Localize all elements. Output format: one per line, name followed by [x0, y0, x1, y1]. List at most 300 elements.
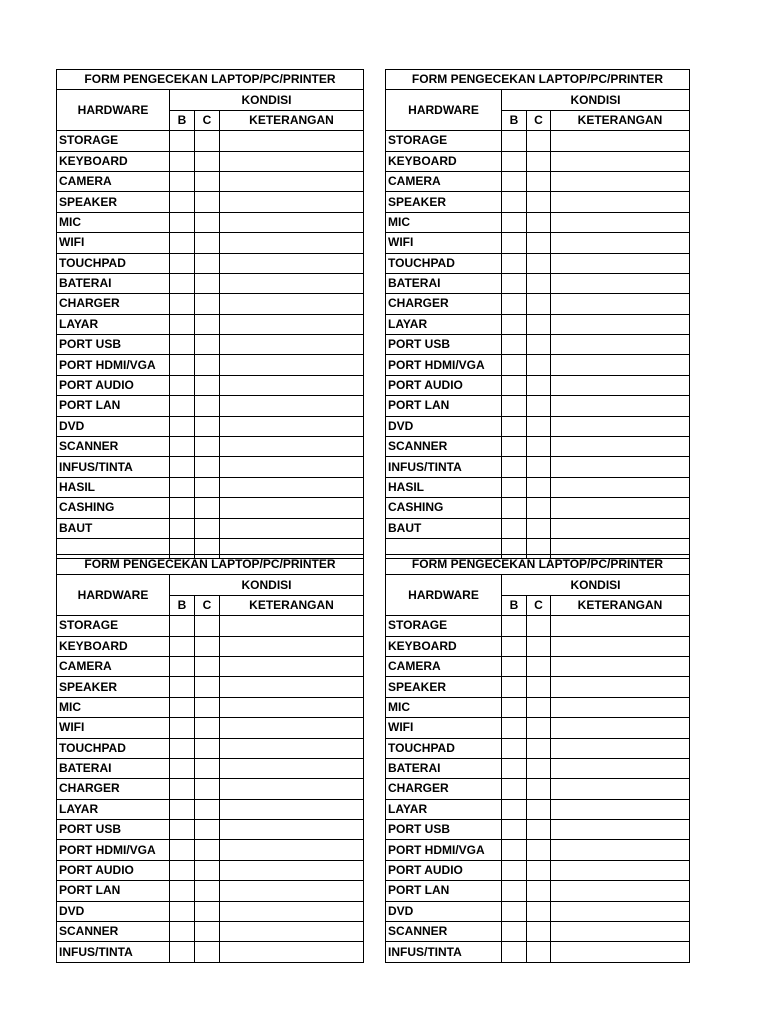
hardware-item-label: PORT AUDIO — [57, 375, 170, 395]
condition-c-cell[interactable] — [195, 901, 220, 921]
hardware-item-label: CASHING — [57, 498, 170, 518]
condition-c-cell[interactable] — [527, 636, 551, 656]
keterangan-cell[interactable] — [220, 416, 364, 436]
condition-b-cell[interactable] — [170, 273, 195, 293]
keterangan-cell[interactable] — [551, 355, 690, 375]
form-body — [386, 555, 690, 963]
condition-c-cell[interactable] — [527, 840, 551, 860]
keterangan-cell[interactable] — [220, 314, 364, 334]
hardware-item-label: SCANNER — [386, 437, 502, 457]
hardware-row — [386, 881, 690, 901]
condition-c-cell[interactable] — [195, 396, 220, 416]
hardware-item-label: PORT LAN — [386, 396, 502, 416]
hardware-item-label: HASIL — [57, 477, 170, 497]
condition-c-cell[interactable] — [527, 656, 551, 676]
condition-b-cell[interactable] — [170, 779, 195, 799]
hardware-row — [57, 151, 364, 171]
condition-c-cell[interactable] — [527, 677, 551, 697]
condition-c-cell[interactable] — [195, 758, 220, 778]
form-title: FORM PENGECEKAN LAPTOP/PC/PRINTER — [57, 70, 364, 90]
condition-c-cell[interactable] — [195, 253, 220, 273]
hardware-row — [57, 697, 364, 717]
keterangan-cell[interactable] — [220, 840, 364, 860]
condition-b-cell[interactable] — [170, 151, 195, 171]
hardware-item-label: PORT AUDIO — [57, 860, 170, 880]
hardware-item-label: SCANNER — [57, 437, 170, 457]
condition-b-cell[interactable] — [502, 273, 527, 293]
keterangan-cell[interactable] — [220, 718, 364, 738]
keterangan-cell[interactable] — [220, 799, 364, 819]
keterangan-cell[interactable] — [551, 942, 690, 962]
condition-c-cell[interactable] — [527, 253, 551, 273]
keterangan-cell[interactable] — [220, 922, 364, 942]
condition-c-cell[interactable] — [527, 922, 551, 942]
hardware-item-label: INFUS/TINTA — [386, 942, 502, 962]
hardware-row — [386, 457, 690, 477]
condition-b-cell[interactable] — [170, 656, 195, 676]
keterangan-cell[interactable] — [220, 820, 364, 840]
hardware-item-label: CASHING — [386, 498, 502, 518]
condition-c-cell[interactable] — [527, 131, 551, 151]
hardware-row — [57, 477, 364, 497]
condition-b-cell[interactable] — [170, 840, 195, 860]
keterangan-cell[interactable] — [551, 860, 690, 880]
kondisi-header: KONDISI — [170, 575, 364, 595]
keterangan-cell[interactable] — [551, 616, 690, 636]
condition-c-cell[interactable] — [195, 416, 220, 436]
keterangan-cell[interactable] — [220, 192, 364, 212]
condition-c-cell[interactable] — [195, 860, 220, 880]
hardware-item-label: KEYBOARD — [57, 636, 170, 656]
condition-b-cell[interactable] — [502, 656, 527, 676]
condition-c-cell[interactable] — [527, 799, 551, 819]
keterangan-cell[interactable] — [551, 718, 690, 738]
hardware-item-label: LAYAR — [386, 314, 502, 334]
condition-c-cell[interactable] — [527, 192, 551, 212]
condition-b-cell[interactable] — [502, 233, 527, 253]
hardware-row — [386, 718, 690, 738]
condition-b-cell[interactable] — [502, 314, 527, 334]
condition-c-cell[interactable] — [527, 416, 551, 436]
condition-b-cell[interactable] — [502, 253, 527, 273]
condition-c-cell[interactable] — [195, 212, 220, 232]
keterangan-cell[interactable] — [220, 881, 364, 901]
keterangan-cell[interactable] — [220, 779, 364, 799]
hardware-item-label: PORT HDMI/VGA — [57, 840, 170, 860]
condition-b-cell[interactable] — [502, 335, 527, 355]
keterangan-cell[interactable] — [551, 273, 690, 293]
condition-b-cell[interactable] — [502, 779, 527, 799]
keterangan-cell[interactable] — [220, 253, 364, 273]
condition-b-cell[interactable] — [502, 799, 527, 819]
hardware-row — [386, 901, 690, 921]
keterangan-cell[interactable] — [551, 233, 690, 253]
hardware-item-label: PORT USB — [386, 820, 502, 840]
condition-c-cell[interactable] — [195, 335, 220, 355]
condition-c-cell[interactable] — [527, 233, 551, 253]
keterangan-cell[interactable] — [220, 171, 364, 191]
keterangan-cell[interactable] — [551, 738, 690, 758]
hardware-item-label: PORT USB — [57, 820, 170, 840]
hardware-item-label: PORT USB — [386, 335, 502, 355]
condition-c-cell[interactable] — [527, 273, 551, 293]
condition-b-cell[interactable] — [170, 697, 195, 717]
condition-b-cell[interactable] — [170, 616, 195, 636]
hardware-row — [57, 416, 364, 436]
condition-b-cell[interactable] — [170, 498, 195, 518]
hardware-row — [57, 922, 364, 942]
checklist-form-1 — [56, 69, 364, 559]
hardware-item-label: PORT HDMI/VGA — [386, 355, 502, 375]
condition-b-cell[interactable] — [170, 881, 195, 901]
condition-c-cell[interactable] — [195, 131, 220, 151]
condition-c-cell[interactable] — [195, 942, 220, 962]
hardware-item-label: HASIL — [386, 477, 502, 497]
condition-b-cell[interactable] — [502, 416, 527, 436]
condition-b-cell[interactable] — [170, 738, 195, 758]
keterangan-cell[interactable] — [220, 677, 364, 697]
keterangan-cell[interactable] — [551, 253, 690, 273]
keterangan-cell[interactable] — [551, 636, 690, 656]
hardware-item-label: LAYAR — [57, 799, 170, 819]
condition-b-cell[interactable] — [170, 901, 195, 921]
keterangan-cell[interactable] — [551, 457, 690, 477]
keterangan-cell[interactable] — [551, 779, 690, 799]
hardware-item-label: TOUCHPAD — [386, 253, 502, 273]
condition-c-cell[interactable] — [195, 171, 220, 191]
keterangan-cell[interactable] — [551, 396, 690, 416]
condition-c-cell[interactable] — [195, 294, 220, 314]
condition-b-cell[interactable] — [502, 498, 527, 518]
hardware-row — [386, 355, 690, 375]
hardware-item-label: DVD — [57, 416, 170, 436]
condition-c-cell[interactable] — [527, 477, 551, 497]
keterangan-cell[interactable] — [551, 840, 690, 860]
condition-c-cell[interactable] — [195, 656, 220, 676]
condition-b-cell[interactable] — [170, 820, 195, 840]
condition-b-cell[interactable] — [502, 171, 527, 191]
keterangan-cell[interactable] — [220, 901, 364, 921]
keterangan-cell[interactable] — [551, 477, 690, 497]
keterangan-cell[interactable] — [220, 457, 364, 477]
condition-b-cell[interactable] — [170, 131, 195, 151]
keterangan-cell[interactable] — [220, 212, 364, 232]
col-keterangan-header: KETERANGAN — [551, 595, 690, 615]
condition-c-cell[interactable] — [195, 314, 220, 334]
condition-b-cell[interactable] — [502, 820, 527, 840]
keterangan-cell[interactable] — [220, 498, 364, 518]
condition-c-cell[interactable] — [195, 922, 220, 942]
condition-c-cell[interactable] — [195, 779, 220, 799]
condition-c-cell[interactable] — [527, 314, 551, 334]
hardware-item-label: SCANNER — [57, 922, 170, 942]
condition-b-cell[interactable] — [170, 314, 195, 334]
condition-c-cell[interactable] — [195, 738, 220, 758]
condition-c-cell[interactable] — [195, 616, 220, 636]
condition-b-cell[interactable] — [502, 151, 527, 171]
keterangan-cell[interactable] — [220, 860, 364, 880]
keterangan-cell[interactable] — [551, 294, 690, 314]
condition-c-cell[interactable] — [527, 718, 551, 738]
keterangan-cell[interactable] — [220, 294, 364, 314]
keterangan-cell[interactable] — [551, 820, 690, 840]
hardware-row — [386, 758, 690, 778]
keterangan-cell[interactable] — [551, 437, 690, 457]
hardware-item-label: CHARGER — [57, 294, 170, 314]
keterangan-cell[interactable] — [551, 922, 690, 942]
col-b-header: B — [502, 110, 527, 130]
hardware-row — [57, 738, 364, 758]
hardware-item-label: SPEAKER — [57, 192, 170, 212]
hardware-item-label: CAMERA — [57, 656, 170, 676]
condition-c-cell[interactable] — [527, 860, 551, 880]
condition-c-cell[interactable] — [527, 457, 551, 477]
condition-b-cell[interactable] — [502, 840, 527, 860]
hardware-item-label: STORAGE — [57, 616, 170, 636]
hardware-row — [57, 396, 364, 416]
condition-b-cell[interactable] — [502, 457, 527, 477]
condition-b-cell[interactable] — [502, 738, 527, 758]
keterangan-cell[interactable] — [220, 616, 364, 636]
condition-b-cell[interactable] — [502, 718, 527, 738]
keterangan-cell[interactable] — [551, 518, 690, 538]
condition-b-cell[interactable] — [170, 171, 195, 191]
condition-b-cell[interactable] — [502, 677, 527, 697]
condition-c-cell[interactable] — [195, 799, 220, 819]
condition-b-cell[interactable] — [170, 192, 195, 212]
hardware-row — [57, 860, 364, 880]
condition-b-cell[interactable] — [502, 616, 527, 636]
condition-c-cell[interactable] — [195, 636, 220, 656]
condition-b-cell[interactable] — [502, 375, 527, 395]
keterangan-cell[interactable] — [551, 131, 690, 151]
hardware-row — [386, 799, 690, 819]
hardware-item-label: PORT HDMI/VGA — [386, 840, 502, 860]
condition-c-cell[interactable] — [195, 375, 220, 395]
condition-c-cell[interactable] — [527, 901, 551, 921]
condition-b-cell[interactable] — [502, 355, 527, 375]
hardware-row — [57, 375, 364, 395]
keterangan-cell[interactable] — [220, 151, 364, 171]
hardware-row — [386, 518, 690, 538]
condition-b-cell[interactable] — [502, 192, 527, 212]
condition-b-cell[interactable] — [502, 942, 527, 962]
keterangan-cell[interactable] — [220, 518, 364, 538]
hardware-item-label: TOUCHPAD — [57, 253, 170, 273]
keterangan-cell[interactable] — [220, 131, 364, 151]
keterangan-cell[interactable] — [551, 416, 690, 436]
keterangan-cell[interactable] — [551, 697, 690, 717]
hardware-row — [386, 820, 690, 840]
condition-c-cell[interactable] — [195, 273, 220, 293]
condition-b-cell[interactable] — [502, 860, 527, 880]
condition-c-cell[interactable] — [527, 697, 551, 717]
condition-c-cell[interactable] — [527, 518, 551, 538]
keterangan-cell[interactable] — [220, 738, 364, 758]
keterangan-cell[interactable] — [551, 314, 690, 334]
keterangan-cell[interactable] — [220, 273, 364, 293]
condition-c-cell[interactable] — [195, 437, 220, 457]
condition-b-cell[interactable] — [170, 457, 195, 477]
condition-c-cell[interactable] — [527, 820, 551, 840]
condition-c-cell[interactable] — [195, 355, 220, 375]
condition-b-cell[interactable] — [502, 901, 527, 921]
hardware-row — [57, 901, 364, 921]
condition-c-cell[interactable] — [527, 335, 551, 355]
condition-b-cell[interactable] — [170, 416, 195, 436]
hardware-row — [386, 616, 690, 636]
condition-b-cell[interactable] — [170, 636, 195, 656]
condition-c-cell[interactable] — [527, 212, 551, 232]
hardware-item-label: PORT AUDIO — [386, 860, 502, 880]
hardware-row — [57, 171, 364, 191]
condition-c-cell[interactable] — [527, 738, 551, 758]
keterangan-cell[interactable] — [551, 212, 690, 232]
hardware-item-label: PORT AUDIO — [386, 375, 502, 395]
keterangan-cell[interactable] — [551, 758, 690, 778]
condition-b-cell[interactable] — [170, 942, 195, 962]
hardware-row — [57, 656, 364, 676]
keterangan-cell[interactable] — [551, 656, 690, 676]
keterangan-cell[interactable] — [551, 335, 690, 355]
hardware-row — [57, 840, 364, 860]
condition-b-cell[interactable] — [170, 437, 195, 457]
hardware-item-label: BATERAI — [57, 758, 170, 778]
condition-b-cell[interactable] — [170, 294, 195, 314]
hardware-item-label: PORT HDMI/VGA — [57, 355, 170, 375]
condition-b-cell[interactable] — [502, 697, 527, 717]
hardware-item-label: BATERAI — [57, 273, 170, 293]
condition-b-cell[interactable] — [502, 294, 527, 314]
condition-b-cell[interactable] — [170, 396, 195, 416]
condition-c-cell[interactable] — [527, 437, 551, 457]
hardware-row — [386, 437, 690, 457]
condition-c-cell[interactable] — [195, 498, 220, 518]
condition-c-cell[interactable] — [527, 355, 551, 375]
condition-b-cell[interactable] — [502, 212, 527, 232]
condition-c-cell[interactable] — [527, 375, 551, 395]
condition-b-cell[interactable] — [170, 518, 195, 538]
condition-b-cell[interactable] — [502, 518, 527, 538]
hardware-row — [386, 192, 690, 212]
condition-b-cell[interactable] — [170, 355, 195, 375]
condition-c-cell[interactable] — [195, 233, 220, 253]
condition-b-cell[interactable] — [502, 881, 527, 901]
form-title: FORM PENGECEKAN LAPTOP/PC/PRINTER — [386, 70, 690, 90]
condition-c-cell[interactable] — [195, 697, 220, 717]
condition-b-cell[interactable] — [170, 477, 195, 497]
condition-b-cell[interactable] — [170, 758, 195, 778]
keterangan-cell[interactable] — [551, 151, 690, 171]
condition-b-cell[interactable] — [502, 396, 527, 416]
hardware-header: HARDWARE — [386, 575, 502, 616]
condition-c-cell[interactable] — [195, 840, 220, 860]
checklist-form-4 — [385, 554, 690, 963]
condition-c-cell[interactable] — [195, 677, 220, 697]
condition-c-cell[interactable] — [195, 477, 220, 497]
keterangan-cell[interactable] — [220, 697, 364, 717]
hardware-row — [386, 677, 690, 697]
col-b-header: B — [502, 595, 527, 615]
condition-c-cell[interactable] — [195, 457, 220, 477]
condition-c-cell[interactable] — [195, 518, 220, 538]
condition-c-cell[interactable] — [527, 779, 551, 799]
keterangan-cell[interactable] — [551, 901, 690, 921]
keterangan-cell[interactable] — [551, 677, 690, 697]
condition-c-cell[interactable] — [195, 820, 220, 840]
condition-b-cell[interactable] — [502, 131, 527, 151]
condition-c-cell[interactable] — [527, 881, 551, 901]
condition-b-cell[interactable] — [170, 335, 195, 355]
condition-b-cell[interactable] — [502, 437, 527, 457]
condition-c-cell[interactable] — [195, 192, 220, 212]
condition-c-cell[interactable] — [527, 151, 551, 171]
keterangan-cell[interactable] — [220, 477, 364, 497]
condition-c-cell[interactable] — [527, 171, 551, 191]
condition-c-cell[interactable] — [195, 881, 220, 901]
hardware-item-label: CHARGER — [57, 779, 170, 799]
condition-b-cell[interactable] — [170, 677, 195, 697]
checklist-form-2 — [385, 69, 690, 559]
keterangan-cell[interactable] — [220, 233, 364, 253]
condition-b-cell[interactable] — [170, 375, 195, 395]
condition-c-cell[interactable] — [527, 616, 551, 636]
hardware-item-label: INFUS/TINTA — [57, 942, 170, 962]
keterangan-cell[interactable] — [220, 758, 364, 778]
condition-c-cell[interactable] — [527, 942, 551, 962]
keterangan-cell[interactable] — [551, 375, 690, 395]
hardware-row — [57, 294, 364, 314]
hardware-item-label: BATERAI — [386, 273, 502, 293]
keterangan-cell[interactable] — [551, 192, 690, 212]
condition-b-cell[interactable] — [170, 253, 195, 273]
keterangan-cell[interactable] — [551, 881, 690, 901]
condition-b-cell[interactable] — [502, 636, 527, 656]
condition-c-cell[interactable] — [195, 718, 220, 738]
keterangan-cell[interactable] — [220, 656, 364, 676]
condition-b-cell[interactable] — [502, 477, 527, 497]
condition-c-cell[interactable] — [527, 758, 551, 778]
hardware-header: HARDWARE — [57, 90, 170, 131]
keterangan-cell[interactable] — [551, 498, 690, 518]
kondisi-header: KONDISI — [170, 90, 364, 110]
condition-c-cell[interactable] — [527, 498, 551, 518]
condition-b-cell[interactable] — [170, 718, 195, 738]
condition-b-cell[interactable] — [170, 799, 195, 819]
condition-b-cell[interactable] — [170, 212, 195, 232]
condition-b-cell[interactable] — [170, 233, 195, 253]
keterangan-cell[interactable] — [220, 437, 364, 457]
condition-b-cell[interactable] — [170, 922, 195, 942]
keterangan-cell[interactable] — [220, 335, 364, 355]
condition-b-cell[interactable] — [502, 922, 527, 942]
keterangan-cell[interactable] — [220, 636, 364, 656]
hardware-row — [386, 212, 690, 232]
condition-b-cell[interactable] — [170, 860, 195, 880]
keterangan-cell[interactable] — [220, 355, 364, 375]
keterangan-cell[interactable] — [220, 396, 364, 416]
condition-c-cell[interactable] — [527, 396, 551, 416]
keterangan-cell[interactable] — [551, 799, 690, 819]
condition-c-cell[interactable] — [195, 151, 220, 171]
keterangan-cell[interactable] — [220, 375, 364, 395]
condition-b-cell[interactable] — [502, 758, 527, 778]
condition-c-cell[interactable] — [527, 294, 551, 314]
hardware-item-label: CHARGER — [386, 294, 502, 314]
keterangan-cell[interactable] — [220, 942, 364, 962]
keterangan-cell[interactable] — [551, 171, 690, 191]
hardware-item-label: INFUS/TINTA — [57, 457, 170, 477]
